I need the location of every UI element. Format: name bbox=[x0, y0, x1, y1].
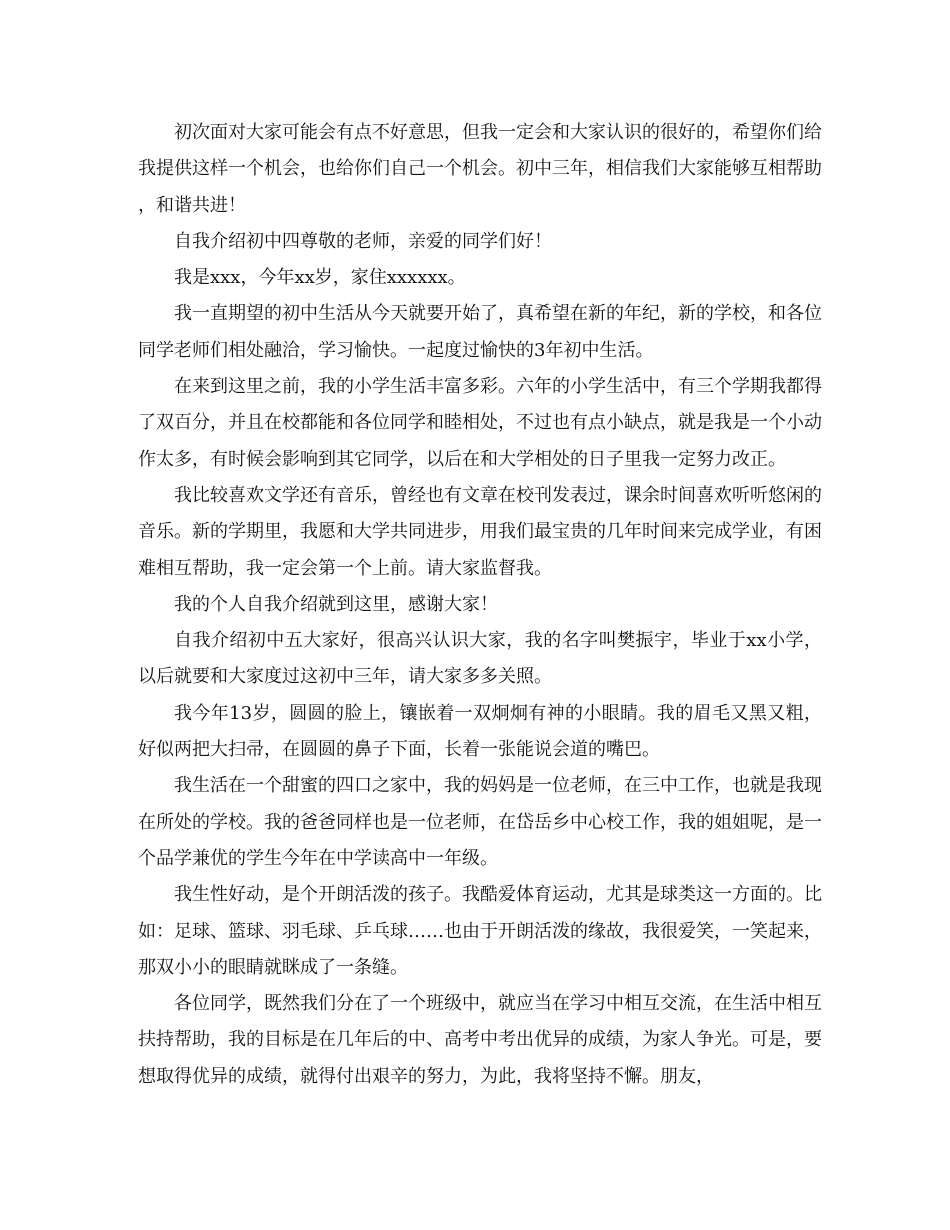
paragraph-11: 我生性好动，是个开朗活泼的孩子。我酷爱体育运动，尤其是球类这一方面的。比如：足球、篮球、羽毛球、乒乓球……也由于开朗活泼的缘故，我很爱笑，一笑起来，那双小小的眼睛就眯成了一条缝。 bbox=[138, 884, 822, 978]
paragraph-4: 我一直期望的初中生活从今天就要开始了，真希望在新的年纪，新的学校，和各位同学老师们相处融洽，学习愉快。一起度过愉快的3年初中生活。 bbox=[138, 303, 822, 361]
paragraph-8: 自我介绍初中五大家好，很高兴认识大家，我的名字叫樊振宇，毕业于xx小学，以后就要和大家度过这初中三年，请大家多多关照。 bbox=[138, 630, 822, 688]
paragraph-3: 我是xxx，今年xx岁，家住xxxxxx。 bbox=[174, 267, 466, 289]
paragraph-6: 我比较喜欢文学还有音乐，曾经也有文章在校刊发表过，课余时间喜欢听听悠闲的音乐。新的学期里，我愿和大学共同进步，用我们最宝贵的几年时间来完成学业，有困难相互帮助，我一定会第一个上前。请大家监督我。 bbox=[138, 484, 822, 579]
paragraph-5: 在来到这里之前，我的小学生活丰富多彩。六年的小学生活中，有三个学期我都得了双百分，并且在校都能和各位同学和睦相处，不过也有点小缺点，就是我是一个小动作太多，有时候会影响到其它同学，以后在和大学相处的日子里我一定努力改正。 bbox=[138, 376, 822, 470]
paragraph-7: 我的个人自我介绍就到这里，感谢大家！ bbox=[174, 593, 498, 615]
paragraph-10: 我生活在一个甜蜜的四口之家中，我的妈妈是一位老师，在三中工作，也就是我现在所处的学校。我的爸爸同样也是一位老师，在岱岳乡中心校工作，我的姐姐呢，是一个品学兼优的学生今年在中学读高中一年级。 bbox=[138, 775, 822, 869]
paragraph-9: 我今年13岁，圆圆的脸上，镶嵌着一双炯炯有神的小眼睛。我的眉毛又黑又粗，好似两把大扫帚，在圆圆的鼻子下面，长着一张能说会道的嘴巴。 bbox=[138, 702, 822, 761]
paragraph-1: 初次面对大家可能会有点不好意思，但我一定会和大家认识的很好的，希望你们给我提供这样一个机会，也给你们自己一个机会。初中三年，相信我们大家能够互相帮助，和谐共进！ bbox=[138, 122, 822, 216]
paragraph-12: 各位同学，既然我们分在了一个班级中，就应当在学习中相互交流，在生活中相互扶持帮助，我的目标是在几年后的中、高考中考出优异的成绩，为家人争光。可是，要想取得优异的成绩，就得付出艰辛的努力，为此，我将坚持不懈。朋友， bbox=[138, 993, 822, 1087]
document-page bbox=[138, 115, 822, 1095]
paragraph-2: 自我介绍初中四尊敬的老师，亲爱的同学们好！ bbox=[174, 230, 552, 252]
